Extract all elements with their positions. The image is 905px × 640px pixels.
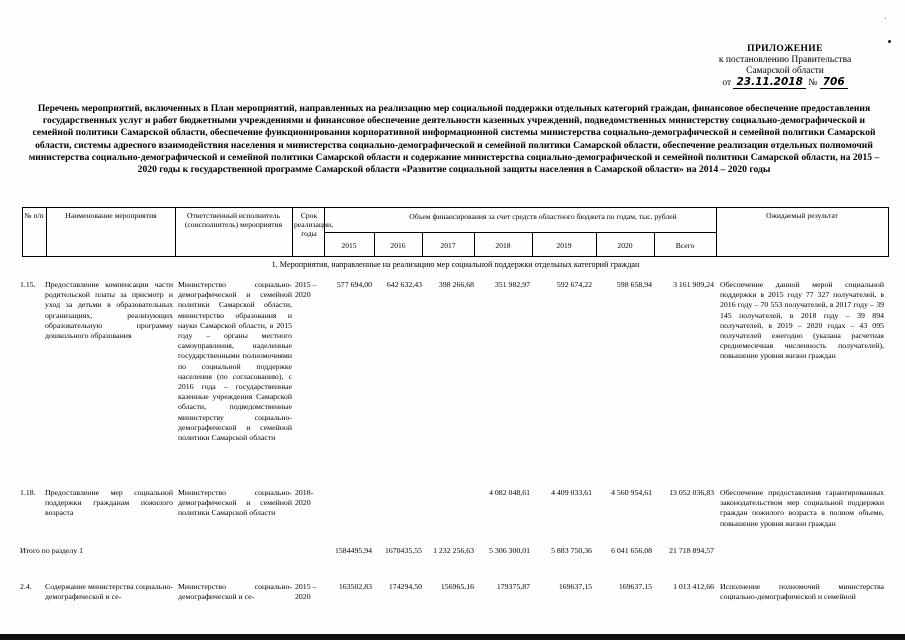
total-2016: 1670435,55 (384, 546, 422, 555)
row-1-18-name: Предоставление мер социальной поддержки гражданам пожилого возраста (45, 488, 173, 518)
row-1-18-executor: Министерство социально-демографической и семейной политики Самарской области (178, 488, 292, 518)
scan-bottom-edge (0, 634, 905, 640)
row-2-4-2015: 163502,83 (338, 582, 372, 591)
row-2-4-2018: 179375,87 (496, 582, 530, 591)
header-result: Ожидаемый результат (766, 211, 838, 220)
row-1-18-term: 2018-2020 (295, 488, 314, 508)
header-executor: Ответственный исполнитель (соисполнитель) мероприятия (184, 211, 283, 229)
row-1-15-result: Обеспечение данной мерой социальной поддержки в 2015 году 77 327 получателей, в 2016 году – 70 553 получателей, в 2017 году – 39 145 получателей, в 2018 году – 39 894 получателей, в 2019 – 2020 годах – 43 095 получателей ежегодно (указана расчетная среднемесячная численность получателей), повышение уровня жизни граждан (720, 280, 884, 361)
total-label: Итого по разделу 1 (20, 546, 84, 555)
appendix-line-2: Самарской области (746, 66, 824, 76)
header-num: № п/п (24, 211, 44, 220)
row-1-15-2016: 642 632,43 (386, 280, 422, 289)
handwritten-number: 706 (820, 76, 848, 89)
row-1-18-total: 13 052 036,83 (669, 488, 714, 497)
header-year-2015: 2015 (341, 241, 357, 250)
total-2018: 5 306 300,01 (489, 546, 530, 555)
row-1-15-total: 3 161 909,24 (673, 280, 714, 289)
appendix-date-number (690, 77, 880, 89)
row-1-15-2020: 598 658,94 (616, 280, 652, 289)
header-year-2019: 2019 (556, 241, 572, 250)
scan-speck: ˙ (884, 16, 887, 26)
table-header (22, 207, 889, 257)
header-year-2016: 2016 (390, 241, 406, 250)
appendix-line-1: к постановлению Правительства (718, 55, 852, 65)
row-2-4-2016: 174294,50 (388, 582, 422, 591)
row-1-18-num: 1.18. (20, 488, 36, 497)
row-1-15-executor: Министерство социально-демографической и семейной политики Самарской области, министерство образования и науки Самарской области, в 2015 году – органы местного самоуправления, наделенные государственными полномочиями по социальной поддержке населения (по согласованию), с 2016 года – государственные казенные учреждения Самарской области, подведомственные министерству социально-демографической и семейной политики Самарской области (178, 280, 292, 443)
row-2-4-num: 2.4. (20, 582, 32, 591)
row-1-15-2015: 577 694,00 (336, 280, 372, 289)
scan-dot (888, 40, 891, 43)
total-2020: 6 041 656,08 (611, 546, 652, 555)
header-term: Срок реализации, годы (294, 211, 334, 238)
section-title: 1. Мероприятия, направленные на реализацию мер социальной поддержки отдельных категорий граждан (271, 260, 640, 269)
row-1-15-num: 1.15. (20, 280, 36, 289)
total-2015: 1584495,94 (334, 546, 372, 555)
number-prefix: № (808, 78, 818, 88)
total-2019: 5 883 750,36 (551, 546, 592, 555)
date-prefix: от (722, 78, 732, 88)
row-2-4-term: 2015 – 2020 (295, 582, 317, 602)
total-2017: 1 232 256,63 (433, 546, 474, 555)
row-2-4-2017: 156965,16 (440, 582, 474, 591)
row-1-18-2019: 4 409 033,61 (551, 488, 592, 497)
appendix-block (690, 44, 880, 89)
row-2-4-2019: 169637,15 (558, 582, 592, 591)
header-year-2018: 2018 (495, 241, 511, 250)
appendix-heading: ПРИЛОЖЕНИЕ (747, 44, 823, 54)
row-1-18-result: Обеспечение предоставления гарантированных законодательством мер социальной поддержки граждан пожилого возраста в полном объеме, повышение уровня жизни граждан (720, 488, 884, 528)
row-1-15-name: Предоставление компенсации части родительской платы за присмотр и уход за детьми в образовательных организациях, реализующих образовательную программу дошкольного образования (45, 280, 173, 341)
header-year-2017: 2017 (440, 241, 456, 250)
header-funding: Объем финансирования за счет средств областного бюджета по годам, тыс. рублей (409, 212, 677, 221)
row-1-15-2019: 592 674,22 (556, 280, 592, 289)
total-all: 21 718 894,57 (669, 546, 714, 555)
header-year-total: Всего (675, 241, 695, 250)
row-2-4-result: Исполнение полномочий министерства социально-демографической и семейной (720, 582, 884, 602)
handwritten-date: 23.11.2018 (733, 76, 805, 89)
row-1-15-2017: 398 266,68 (438, 280, 474, 289)
row-2-4-2020: 169637,15 (618, 582, 652, 591)
row-1-15-2018: 351 982,97 (494, 280, 530, 289)
row-1-15-term: 2015 – 2020 (295, 280, 317, 300)
row-1-18-2020: 4 560 954,61 (611, 488, 652, 497)
header-name: Наименование мероприятия (65, 211, 157, 220)
header-year-2020: 2020 (617, 241, 633, 250)
row-1-18-2018: 4 082 048,61 (489, 488, 530, 497)
row-2-4-name: Содержание министерства социально-демографической и се- (45, 582, 173, 602)
row-2-4-total: 1 013 412,66 (673, 582, 714, 591)
document-title: Перечень мероприятий, включенных в План мероприятий, направленных на реализацию мер социальной поддержки отдельных категорий граждан, финансовое обеспечение предоставления государственных услуг и работ бюджетными учреждениями и финансовое обеспечение деятельности казенных учреждений, подведомственных министерству социально-демографической и семейной политики Самарской области, обеспечение функционирования корпоративной информационной системы министерства социально-демографической и семейной политики Самарской области, системы адресного взаимодействия населения и министерства социально-демографической и семейной политики Самарской области, обеспечение реализации отдельных полномочий министерства социально-демографической и семейной политики Самарской области и содержание министерства социально-демографической и семейной политики Самарской области, на 2015 – 2020 годы к государственной программе Самарской области «Развитие социальной защиты населения в Самарской области» на 2014 – 2020 годы (28, 103, 880, 176)
row-2-4-executor: Министерство социально-демографической и се- (178, 582, 292, 602)
